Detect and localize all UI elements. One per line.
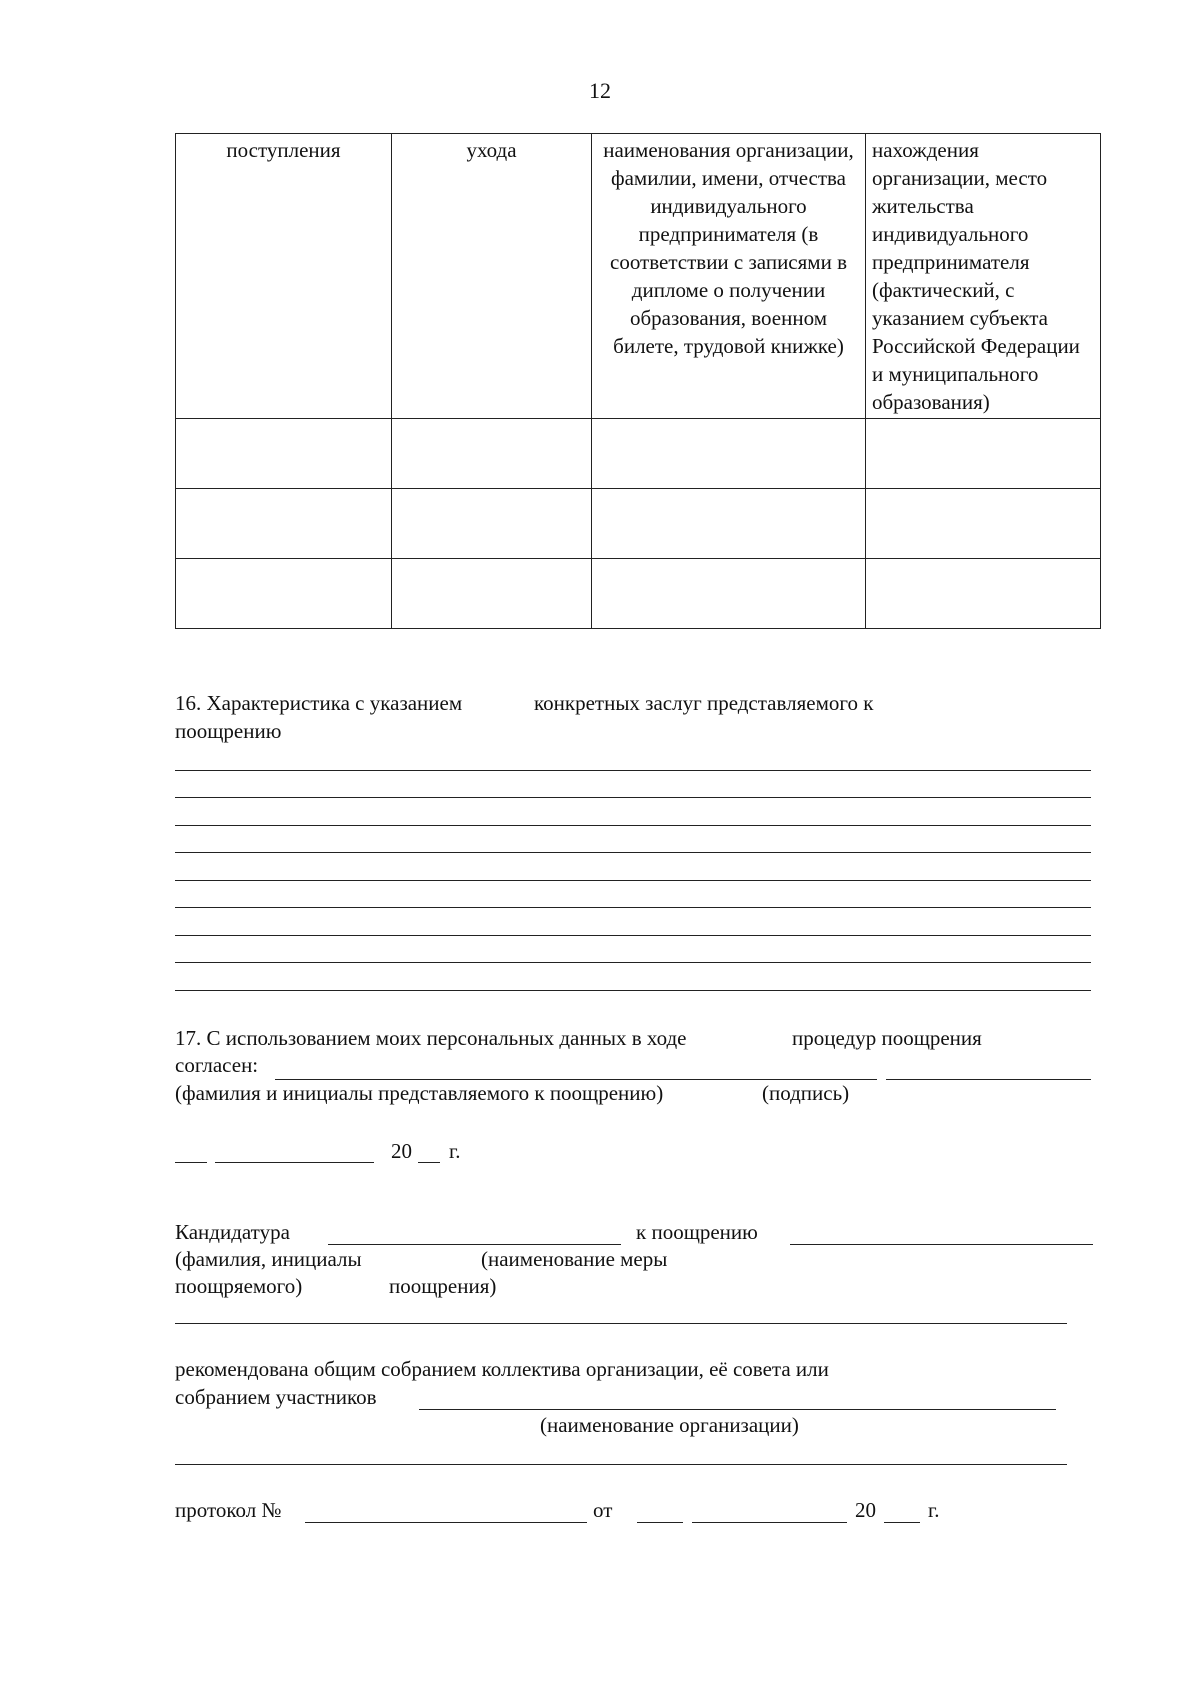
consent-date-month-field[interactable] [215,1162,374,1163]
section17-heading-part2: процедур поощрения [792,1026,982,1050]
recommended-organization-field[interactable] [419,1409,1056,1410]
characteristic-line-5[interactable] [175,880,1091,881]
candidacy-name-caption-2: поощряемого) [175,1274,303,1298]
candidacy-name-caption-1: (фамилия, инициалы [175,1247,362,1271]
candidacy-label: Кандидатура [175,1220,290,1244]
consent-signature-caption: (подпись) [762,1081,850,1105]
table-cell[interactable] [866,419,1101,489]
characteristic-line-8[interactable] [175,962,1091,963]
header-cell-organization-location: нахождения организации, место жительства индивидуального предпринимателя (фактический, с указанием субъекта Российской Федерации и муниципального образования) [866,134,1101,419]
protocol-date-day-field[interactable] [637,1522,683,1523]
characteristic-line-3[interactable] [175,825,1091,826]
table-cell[interactable] [176,419,392,489]
recommended-line2: собранием участников [175,1385,377,1409]
protocol-date-month-field[interactable] [692,1522,847,1523]
table-row [176,419,1101,489]
protocol-from-label: от [593,1498,613,1522]
recommended-continuation-line[interactable] [175,1464,1067,1465]
header-cell-admission: поступления [176,134,392,419]
table-cell[interactable] [866,489,1101,559]
protocol-year-field[interactable] [884,1522,920,1523]
work-history-table [175,133,1101,629]
protocol-number-field[interactable] [305,1522,587,1523]
table-row [176,489,1101,559]
section17-heading-part1: 17. С использованием моих персональных данных в ходе [175,1026,687,1050]
header-cell-organization-name: наименования организации, фамилии, имени, отчества индивидуального предпринимателя (в соответствии с записями в дипломе о получении образования, военном билете, трудовой книжке) [592,134,866,419]
consent-signature-field[interactable] [886,1079,1091,1080]
table-cell[interactable] [592,559,866,629]
protocol-year-prefix: 20 [855,1498,876,1522]
characteristic-line-9[interactable] [175,990,1091,991]
characteristic-line-6[interactable] [175,907,1091,908]
candidacy-measure-field[interactable] [790,1244,1093,1245]
recommended-organization-caption: (наименование организации) [540,1413,799,1437]
protocol-year-suffix: г. [928,1498,940,1522]
table-header-row [176,134,1101,419]
consent-date-year-field[interactable] [418,1162,440,1163]
candidacy-continuation-line[interactable] [175,1323,1067,1324]
protocol-label: протокол № [175,1498,282,1522]
table-cell[interactable] [392,559,592,629]
table-cell[interactable] [176,489,392,559]
table-cell[interactable] [392,489,592,559]
characteristic-line-2[interactable] [175,797,1091,798]
characteristic-line-4[interactable] [175,852,1091,853]
candidacy-name-field[interactable] [328,1244,621,1245]
table-row [176,559,1101,629]
section16-heading-part2: конкретных заслуг представляемого к [534,691,874,715]
consent-date-year-prefix: 20 [391,1139,412,1163]
section16-heading-line2: поощрению [175,719,282,743]
recommended-line1: рекомендована общим собранием коллектива организации, её совета или [175,1357,829,1381]
page-number: 12 [589,78,611,103]
consent-name-caption: (фамилия и инициалы представляемого к поощрению) [175,1081,664,1105]
table-cell[interactable] [392,419,592,489]
consent-date-day-field[interactable] [175,1162,207,1163]
candidacy-measure-caption-2: поощрения) [389,1274,497,1298]
header-cell-departure: ухода [392,134,592,419]
table-cell[interactable] [176,559,392,629]
table-cell[interactable] [592,419,866,489]
characteristic-line-1[interactable] [175,770,1091,771]
section16-heading-part1: 16. Характеристика с указанием [175,691,463,715]
characteristic-line-7[interactable] [175,935,1091,936]
candidacy-award-label: к поощрению [636,1220,758,1244]
table-cell[interactable] [592,489,866,559]
candidacy-measure-caption-1: (наименование меры [481,1247,668,1271]
table-cell[interactable] [866,559,1101,629]
consent-date-suffix: г. [449,1139,461,1163]
consent-label: согласен: [175,1053,259,1077]
